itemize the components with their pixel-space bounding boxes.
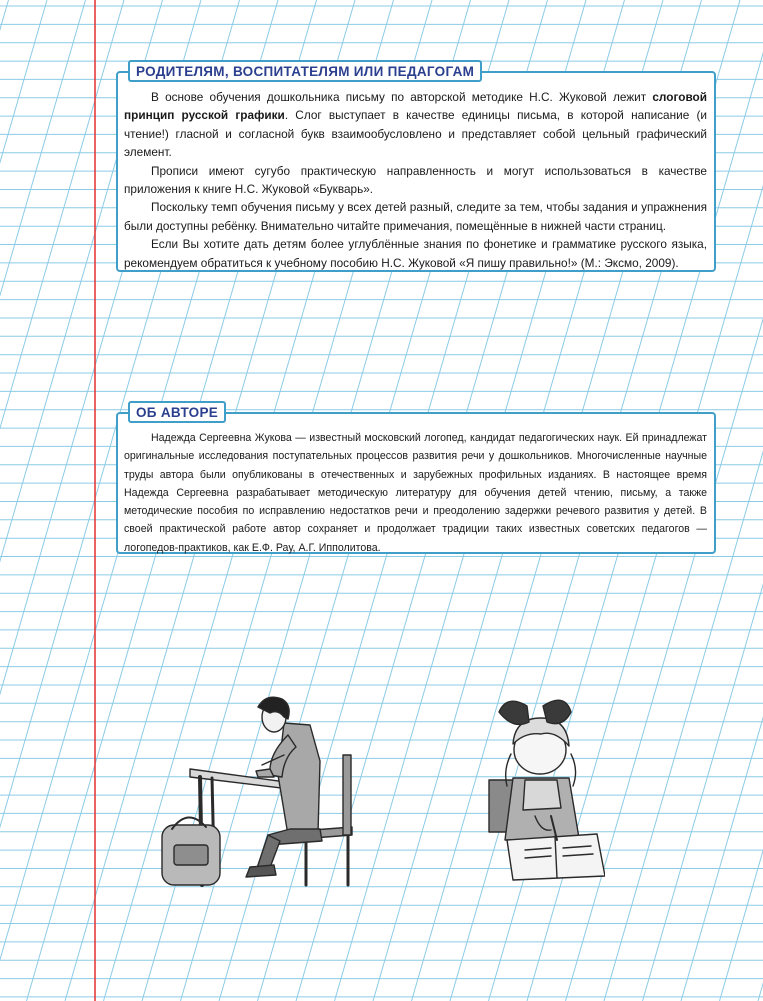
author-panel-title: ОБ АВТОРЕ [128, 401, 226, 423]
parents-info-panel [116, 64, 716, 272]
parents-panel-title: РОДИТЕЛЯМ, ВОСПИТАТЕЛЯМ ИЛИ ПЕДАГОГАМ [128, 60, 482, 82]
grid-line-slanted [0, 0, 124, 1001]
author-panel-body [124, 429, 707, 557]
parents-paragraph-1 [124, 88, 707, 162]
grid-line-slanted [720, 0, 763, 1001]
parents-p1-start: В основе обучения дошкольника письму по авторской методике Н.С. Жуковой лежит [151, 90, 653, 104]
grid-line-slanted [0, 0, 47, 1001]
parents-p1-emphasis: слоговой принцип русской графики [124, 90, 707, 123]
boy-at-desk-illustration [150, 695, 365, 890]
grid-line-slanted [0, 0, 9, 1001]
girl-writing-illustration [485, 690, 605, 885]
parents-p1-end: . Слог выступает в качестве единицы письма, в которой написание (и чтение!) гласной и согласной букв взаимообусловлено и представляет собой цельный графический элемент. [124, 108, 708, 160]
author-paragraph: Надежда Сергеевна Жукова — известный московский логопед, кандидат педагогических наук. Ей принадлежат оригинальные исследования поступательных процессов развития речи у дошкольников. Многочисленные научные труды автора были опубликованы в отечественных и зарубежных профильных изданиях. В настоящее время Надежда Сергеевна разрабатывает методическую литературу для обучения детей чтению, письму, а также методические пособия по исправлению недостатков речи и преодолению задержки речевого развития у детей. В своей практической работе автор сохраняет и продолжает традиции таких известных советских педагогов — логопедов-практиков, как Е.Ф. Рау, А.Г. Ипполитова. [124, 432, 707, 554]
grid-line-slanted [0, 0, 86, 1001]
parents-panel-body [124, 88, 707, 272]
parents-paragraph-2: Прописи имеют сугубо практическую направленность и могут использоваться в качестве приложения к книге Н.С. Жуковой «Букварь». [124, 163, 707, 197]
parents-paragraph-3: Поскольку темп обучения письму у всех детей разный, следите за тем, чтобы задания и упражнения были доступны ребёнку. Внимательно читайте примечания, помещённые в нижней части страниц. [124, 200, 707, 233]
parents-paragraph-4: Если Вы хотите дать детям более углублённые знания по фонетике и грамматике русского языка, рекомендуем обратиться к учебному пособию Н.С. Жуковой «Я пишу правильно!» (М.: Эксмо, 2009). [124, 237, 707, 270]
author-info-panel [116, 405, 716, 554]
grid-line-slanted [758, 0, 763, 1001]
